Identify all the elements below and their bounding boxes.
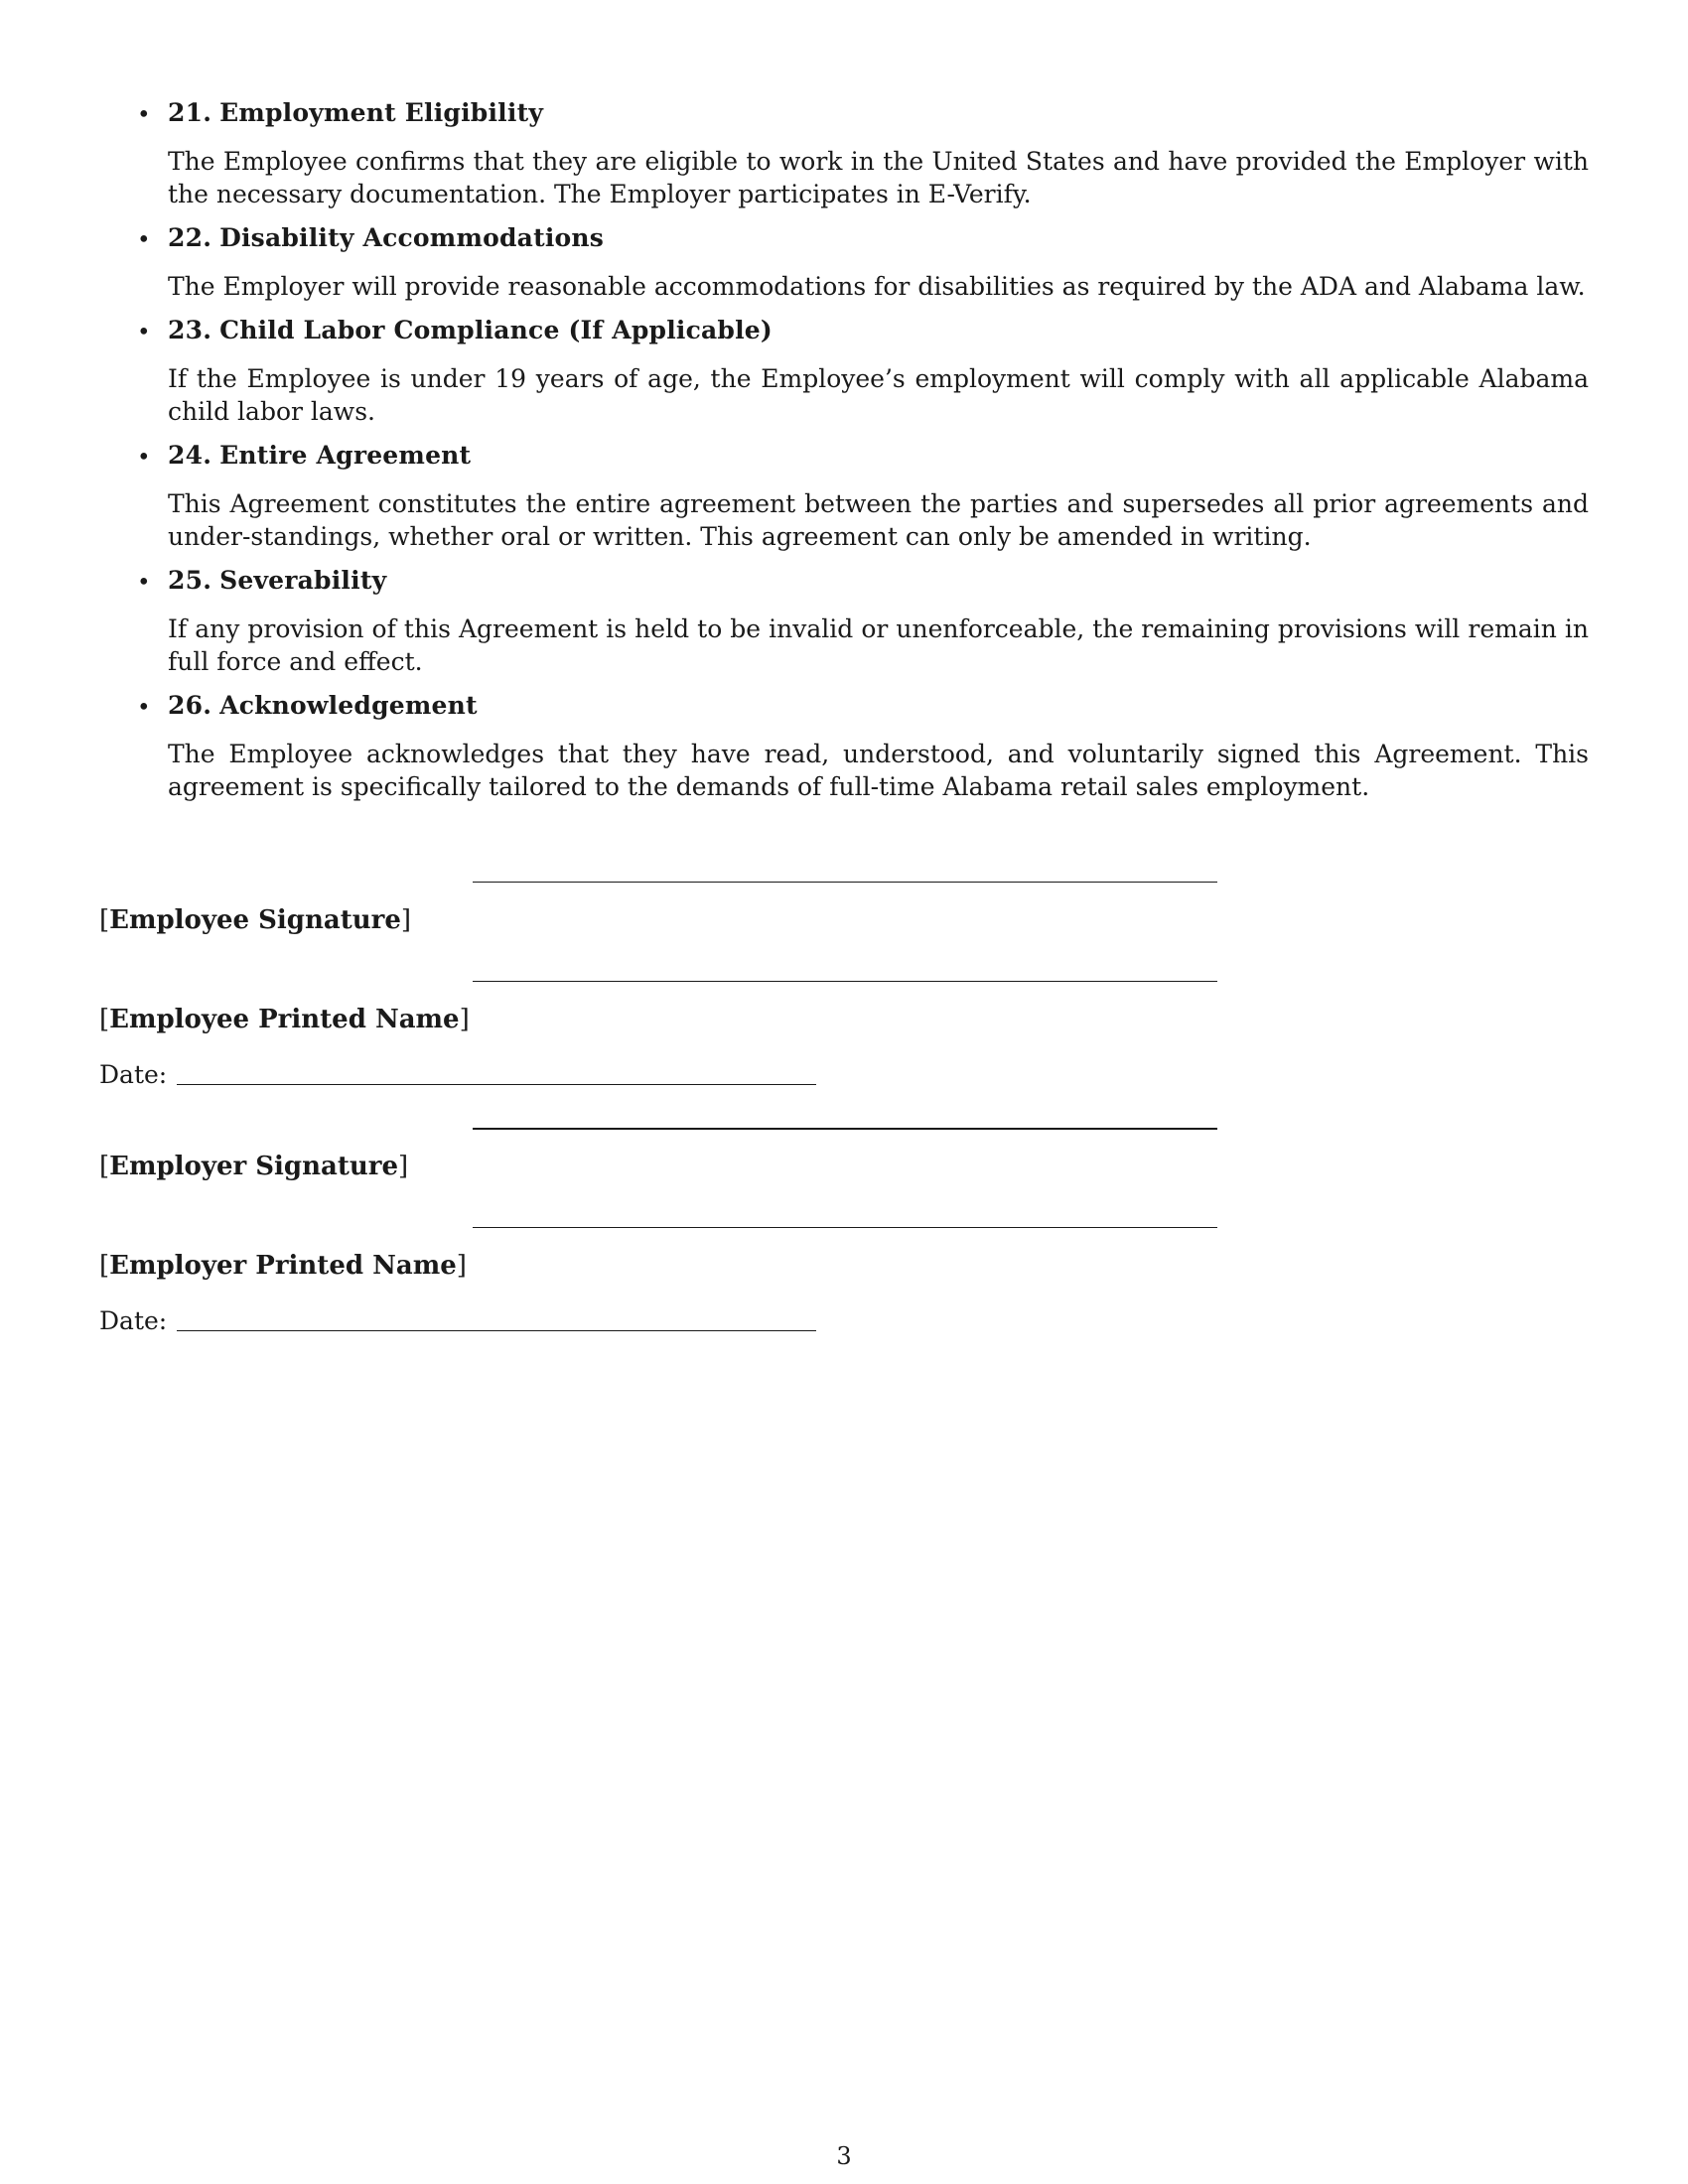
bullet-icon: • — [137, 570, 151, 596]
employer-date-line[interactable] — [177, 1330, 816, 1331]
section-employment-eligibility — [129, 97, 1589, 210]
section-disability-accommodations — [129, 222, 1589, 303]
section-heading — [168, 222, 1589, 254]
employee-date-line[interactable] — [177, 1084, 816, 1085]
section-number: 25. — [168, 566, 212, 595]
employee-signature-block — [99, 864, 1291, 963]
employer-signature-label — [99, 1150, 408, 1183]
section-number: 24. — [168, 441, 212, 470]
section-heading — [168, 565, 1589, 597]
section-heading — [168, 315, 1589, 346]
employer-printed-name-text: Employer Printed Name — [109, 1251, 457, 1281]
employer-printed-name-block — [99, 1209, 1291, 1308]
section-title: Entire Agreement — [219, 441, 472, 470]
employer-printed-name-line[interactable] — [473, 1227, 1217, 1228]
section-heading — [168, 690, 1589, 722]
employer-signature-line[interactable] — [473, 1128, 1217, 1130]
employee-printed-name-line[interactable] — [473, 981, 1217, 982]
close-bracket: ] — [400, 905, 412, 935]
open-bracket: [ — [99, 1152, 110, 1181]
section-body: This Agreement constitutes the entire agreement between the parties and supersedes all prior agreements and under-standings, whether oral or written. This agreement can only be amended in writing. — [168, 489, 1589, 551]
open-bracket: [ — [99, 1251, 110, 1281]
close-bracket: ] — [459, 1005, 470, 1034]
page-number: 3 — [836, 2142, 852, 2170]
bullet-icon: • — [137, 102, 151, 128]
employer-signature-text: Employer Signature — [109, 1152, 399, 1181]
section-heading — [168, 440, 1589, 472]
open-bracket: [ — [99, 905, 110, 935]
section-entire-agreement — [129, 440, 1589, 553]
open-bracket: [ — [99, 1005, 110, 1034]
employee-date-label: Date: — [99, 1060, 168, 1089]
bullet-icon: • — [137, 320, 151, 345]
employee-signature-label — [99, 903, 411, 937]
section-acknowledgement — [129, 690, 1589, 803]
section-title: Employment Eligibility — [219, 98, 544, 127]
employee-printed-name-label — [99, 1003, 470, 1036]
employer-signature-block — [99, 1110, 1291, 1209]
signature-area — [99, 864, 1291, 1356]
section-number: 23. — [168, 316, 212, 344]
section-number: 21. — [168, 98, 212, 127]
employee-signature-text: Employee Signature — [109, 905, 401, 935]
section-child-labor-compliance — [129, 315, 1589, 428]
section-title: Child Labor Compliance (If Applicable) — [219, 316, 773, 344]
employer-date-label: Date: — [99, 1306, 168, 1335]
employer-date-row — [99, 1308, 1291, 1356]
section-title: Severability — [219, 566, 387, 595]
employee-signature-line[interactable] — [473, 882, 1217, 883]
bullet-icon: • — [137, 227, 151, 253]
close-bracket: ] — [456, 1251, 467, 1281]
section-number: 22. — [168, 223, 212, 252]
employee-date-row — [99, 1062, 1291, 1110]
close-bracket: ] — [398, 1152, 409, 1181]
employee-printed-name-text: Employee Printed Name — [109, 1005, 460, 1034]
section-severability — [129, 565, 1589, 678]
section-heading — [168, 97, 1589, 129]
bullet-icon: • — [137, 445, 151, 471]
bullet-icon: • — [137, 695, 151, 721]
employee-printed-name-block — [99, 963, 1291, 1062]
employer-printed-name-label — [99, 1249, 467, 1283]
agreement-sections — [129, 97, 1589, 815]
section-title: Disability Accommodations — [219, 223, 605, 252]
section-number: 26. — [168, 691, 212, 720]
section-title: Acknowledgement — [219, 691, 478, 720]
section-body: The Employer will provide reasonable accommodations for disabilities as required by the ADA and Alabama law. — [168, 272, 1586, 301]
section-body: If the Employee is under 19 years of age, the Employee’s employment will comply with all applicable Alabama child labor laws. — [168, 364, 1589, 426]
section-body: If any provision of this Agreement is held to be invalid or unenforceable, the remaining provisions will remain in full force and effect. — [168, 614, 1589, 676]
section-body: The Employee confirms that they are eligible to work in the United States and have provided the Employer with the necessary documentation. The Employer participates in E-Verify. — [168, 147, 1589, 208]
section-body: The Employee acknowledges that they have read, understood, and voluntarily signed this Agreement. This agreement is specifically tailored to the demands of full-time Alabama retail sales employment. — [168, 740, 1589, 801]
